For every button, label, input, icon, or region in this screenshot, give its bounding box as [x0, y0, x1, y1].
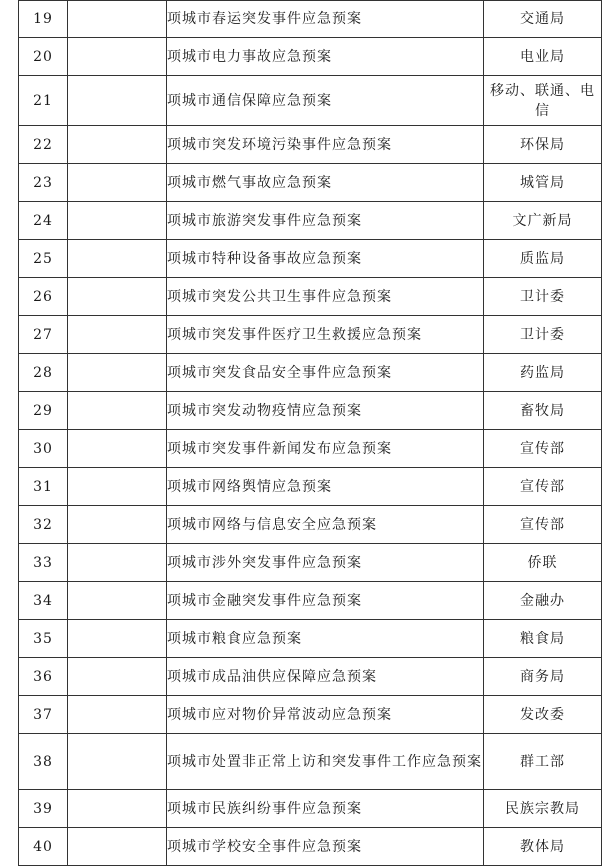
- plan-name: 项城市网络与信息安全应急预案: [167, 506, 484, 544]
- blank-cell: [68, 202, 167, 240]
- row-number: 33: [19, 544, 68, 582]
- row-number: 30: [19, 430, 68, 468]
- row-number: 38: [19, 734, 68, 790]
- plan-name: 项城市特种设备事故应急预案: [167, 240, 484, 278]
- responsible-department: 城管局: [484, 164, 602, 202]
- row-number: 25: [19, 240, 68, 278]
- table-row: [19, 506, 602, 544]
- table-row: [19, 582, 602, 620]
- plan-name: 项城市突发环境污染事件应急预案: [167, 126, 484, 164]
- responsible-department: 宣传部: [484, 430, 602, 468]
- plan-name: 项城市粮食应急预案: [167, 620, 484, 658]
- plan-name: 项城市处置非正常上访和突发事件工作应急预案: [167, 734, 484, 790]
- blank-cell: [68, 620, 167, 658]
- blank-cell: [68, 828, 167, 866]
- responsible-department: 交通局: [484, 1, 602, 38]
- responsible-department: 发改委: [484, 696, 602, 734]
- emergency-plan-table: [18, 0, 602, 866]
- responsible-department: 群工部: [484, 734, 602, 790]
- responsible-department: 商务局: [484, 658, 602, 696]
- blank-cell: [68, 506, 167, 544]
- blank-cell: [68, 316, 167, 354]
- table-row: [19, 430, 602, 468]
- blank-cell: [68, 430, 167, 468]
- table-row: [19, 544, 602, 582]
- plan-name: 项城市电力事故应急预案: [167, 38, 484, 76]
- plan-name: 项城市金融突发事件应急预案: [167, 582, 484, 620]
- row-number: 31: [19, 468, 68, 506]
- row-number: 29: [19, 392, 68, 430]
- responsible-department: 宣传部: [484, 506, 602, 544]
- table-row: [19, 240, 602, 278]
- plan-name: 项城市网络舆情应急预案: [167, 468, 484, 506]
- responsible-department: 粮食局: [484, 620, 602, 658]
- table-row: [19, 392, 602, 430]
- table-row: [19, 278, 602, 316]
- table-row: [19, 696, 602, 734]
- plan-name: 项城市突发食品安全事件应急预案: [167, 354, 484, 392]
- plan-name: 项城市旅游突发事件应急预案: [167, 202, 484, 240]
- table-row: [19, 164, 602, 202]
- table-row: [19, 202, 602, 240]
- table-row: [19, 734, 602, 790]
- blank-cell: [68, 76, 167, 126]
- table-row: [19, 658, 602, 696]
- table-row: [19, 354, 602, 392]
- table-row: [19, 468, 602, 506]
- row-number: 23: [19, 164, 68, 202]
- blank-cell: [68, 240, 167, 278]
- responsible-department: 宣传部: [484, 468, 602, 506]
- blank-cell: [68, 278, 167, 316]
- blank-cell: [68, 468, 167, 506]
- responsible-department: 移动、联通、电信: [484, 76, 602, 126]
- responsible-department: 环保局: [484, 126, 602, 164]
- plan-name: 项城市突发事件新闻发布应急预案: [167, 430, 484, 468]
- row-number: 40: [19, 828, 68, 866]
- blank-cell: [68, 354, 167, 392]
- row-number: 27: [19, 316, 68, 354]
- row-number: 20: [19, 38, 68, 76]
- plan-name: 项城市成品油供应保障应急预案: [167, 658, 484, 696]
- blank-cell: [68, 38, 167, 76]
- table-row: [19, 620, 602, 658]
- blank-cell: [68, 582, 167, 620]
- blank-cell: [68, 790, 167, 828]
- plan-name: 项城市民族纠纷事件应急预案: [167, 790, 484, 828]
- blank-cell: [68, 658, 167, 696]
- table-row: [19, 76, 602, 126]
- blank-cell: [68, 696, 167, 734]
- plan-name: 项城市春运突发事件应急预案: [167, 1, 484, 38]
- table-row: [19, 828, 602, 866]
- plan-name: 项城市突发公共卫生事件应急预案: [167, 278, 484, 316]
- blank-cell: [68, 1, 167, 38]
- row-number: 37: [19, 696, 68, 734]
- row-number: 34: [19, 582, 68, 620]
- responsible-department: 卫计委: [484, 278, 602, 316]
- plan-name: 项城市突发动物疫情应急预案: [167, 392, 484, 430]
- responsible-department: 畜牧局: [484, 392, 602, 430]
- blank-cell: [68, 734, 167, 790]
- row-number: 35: [19, 620, 68, 658]
- row-number: 28: [19, 354, 68, 392]
- responsible-department: 教体局: [484, 828, 602, 866]
- plan-name: 项城市应对物价异常波动应急预案: [167, 696, 484, 734]
- row-number: 32: [19, 506, 68, 544]
- blank-cell: [68, 164, 167, 202]
- row-number: 21: [19, 76, 68, 126]
- table-row: [19, 316, 602, 354]
- responsible-department: 侨联: [484, 544, 602, 582]
- responsible-department: 质监局: [484, 240, 602, 278]
- responsible-department: 卫计委: [484, 316, 602, 354]
- plan-name: 项城市涉外突发事件应急预案: [167, 544, 484, 582]
- blank-cell: [68, 392, 167, 430]
- responsible-department: 药监局: [484, 354, 602, 392]
- row-number: 19: [19, 1, 68, 38]
- plan-name: 项城市燃气事故应急预案: [167, 164, 484, 202]
- row-number: 39: [19, 790, 68, 828]
- responsible-department: 民族宗教局: [484, 790, 602, 828]
- responsible-department: 电业局: [484, 38, 602, 76]
- row-number: 36: [19, 658, 68, 696]
- table-row: [19, 790, 602, 828]
- row-number: 24: [19, 202, 68, 240]
- plan-name: 项城市学校安全事件应急预案: [167, 828, 484, 866]
- blank-cell: [68, 126, 167, 164]
- blank-cell: [68, 544, 167, 582]
- row-number: 26: [19, 278, 68, 316]
- table-row: [19, 126, 602, 164]
- plan-name: 项城市突发事件医疗卫生救援应急预案: [167, 316, 484, 354]
- responsible-department: 文广新局: [484, 202, 602, 240]
- table-row: [19, 1, 602, 38]
- responsible-department: 金融办: [484, 582, 602, 620]
- table-row: [19, 38, 602, 76]
- plan-name: 项城市通信保障应急预案: [167, 76, 484, 126]
- row-number: 22: [19, 126, 68, 164]
